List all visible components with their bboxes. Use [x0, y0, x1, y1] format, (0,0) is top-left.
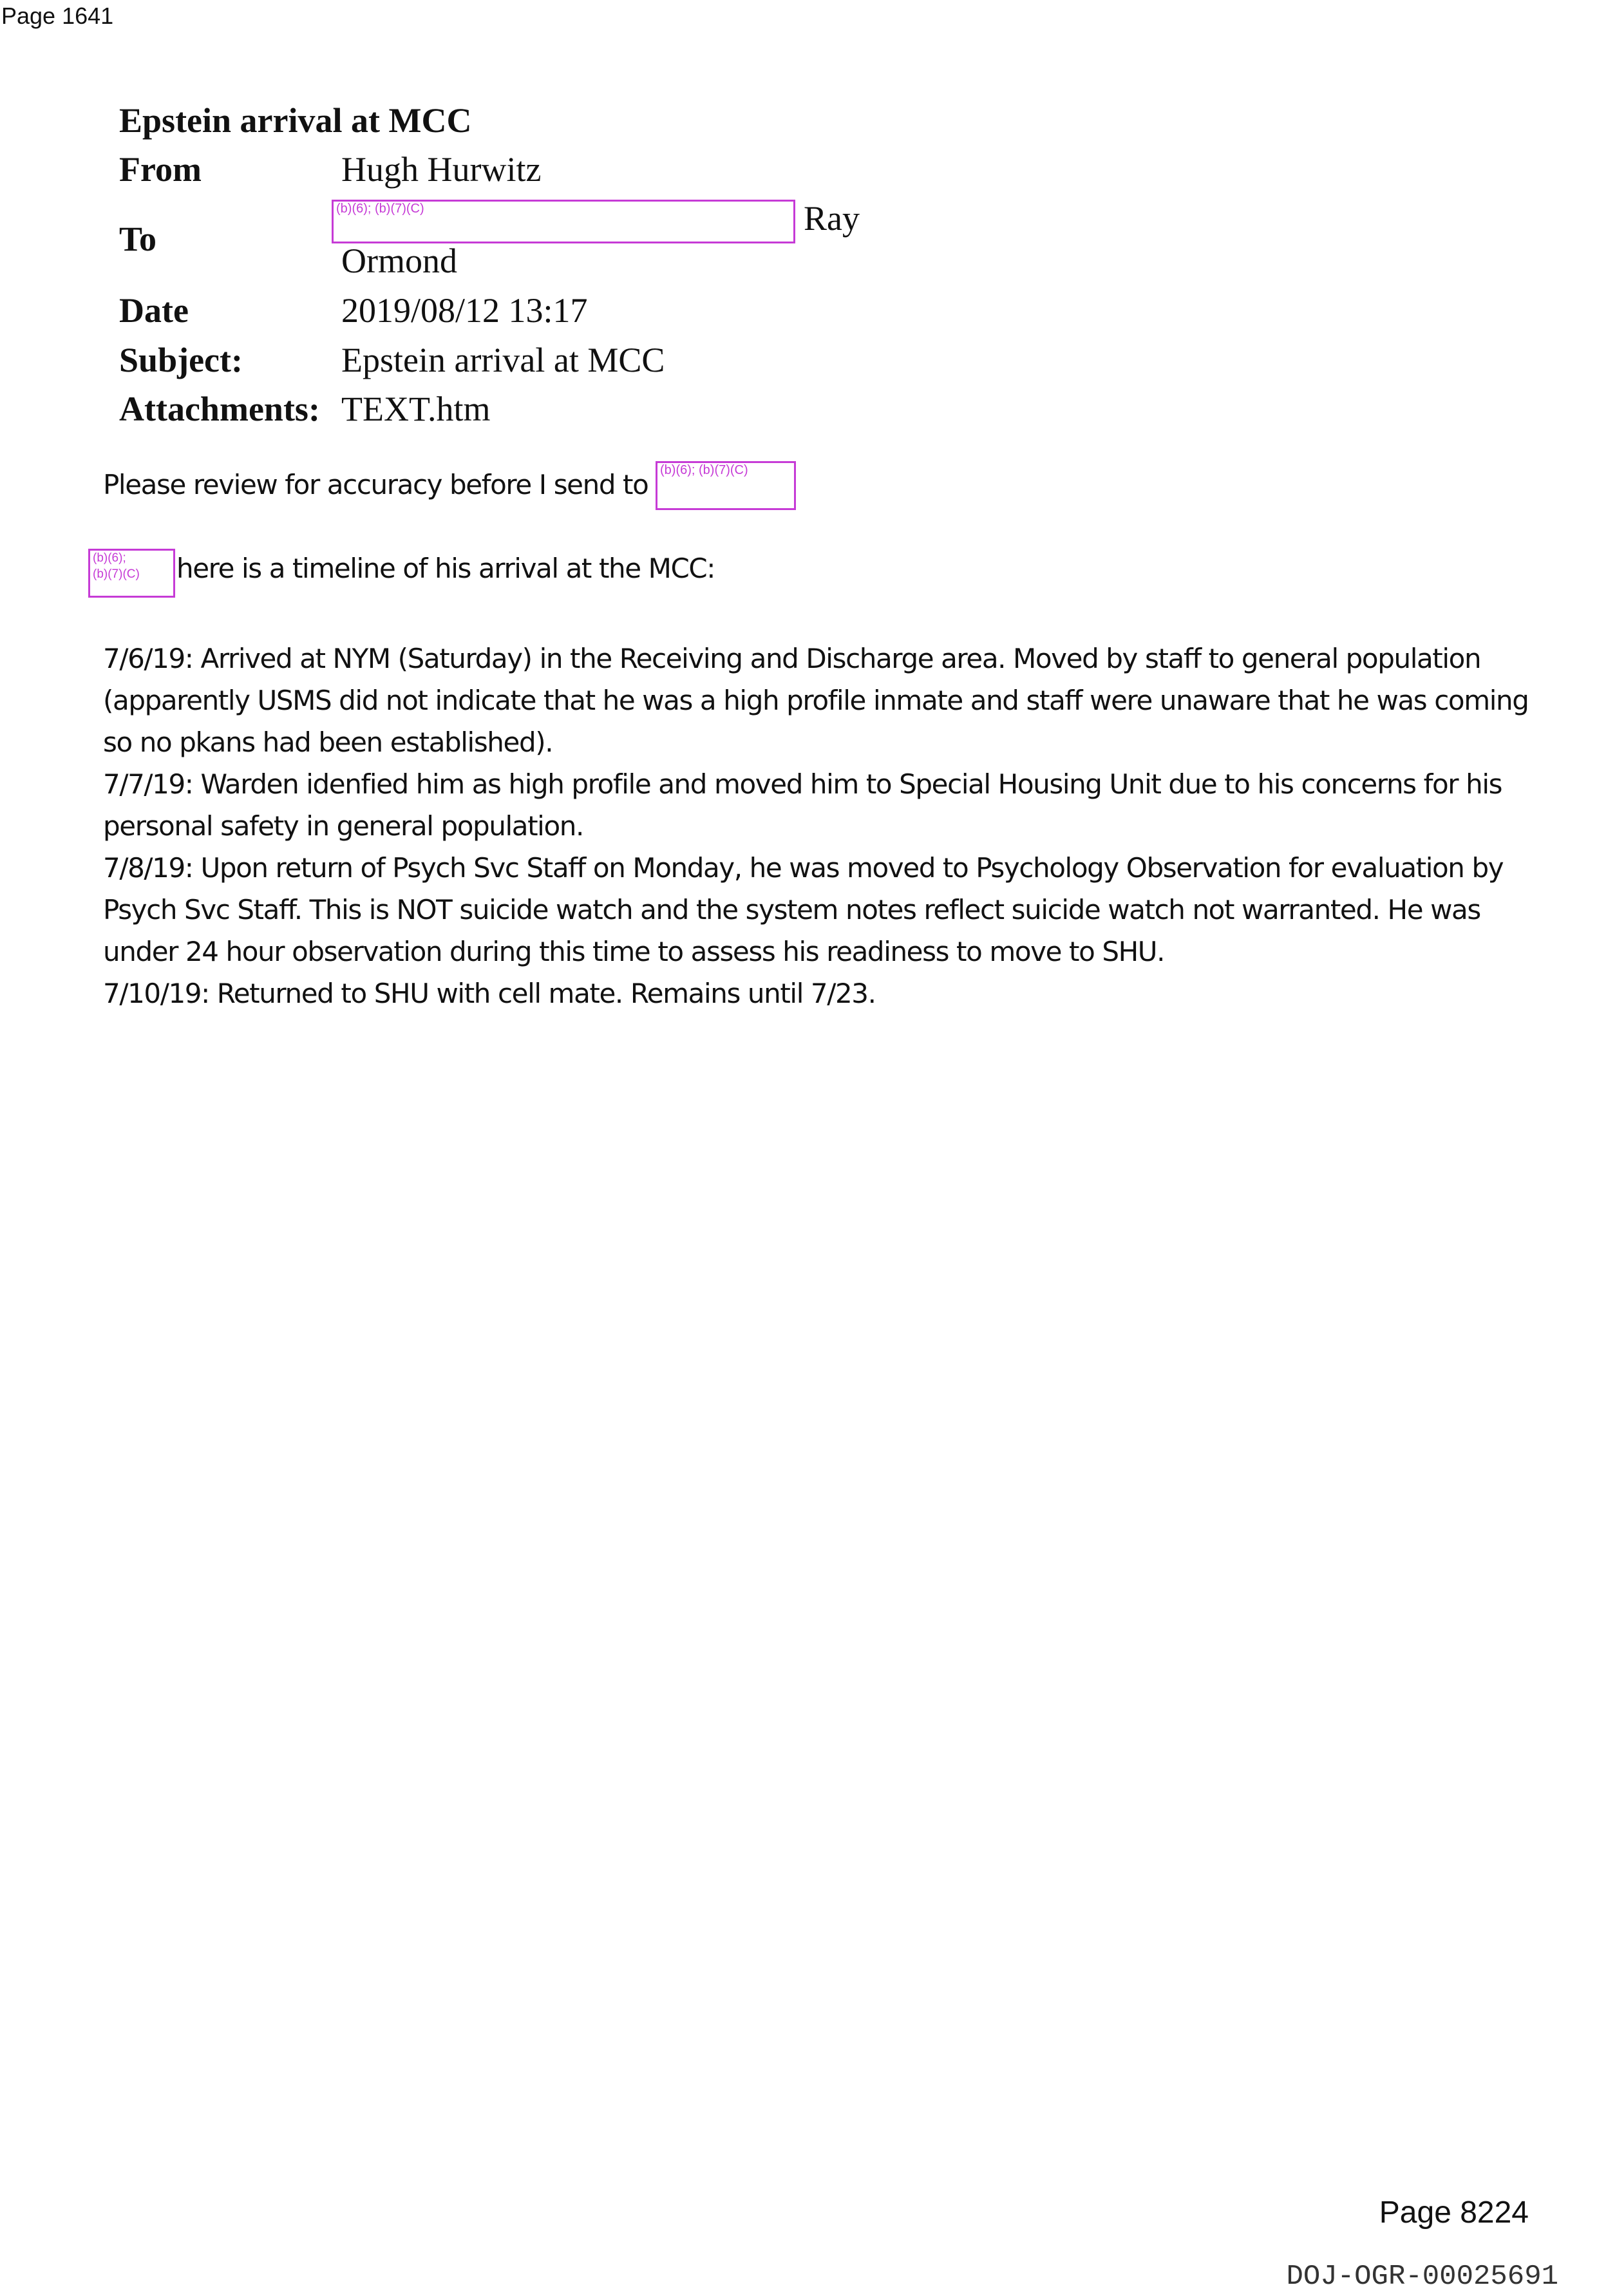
greeting-redaction-line-a: (b)(6); [93, 551, 126, 565]
subject-value: Epstein arrival at MCC [341, 341, 665, 379]
to-redaction-box: (b)(6); (b)(7)(C) [332, 200, 795, 243]
timeline-entry: 7/7/19: Warden idenfied him as high profile and moved him to Special Housing Unit due to his concerns for his personal safety in general population. [103, 768, 1502, 842]
greeting-redaction-box [88, 549, 175, 598]
to-value-ormond: Ormond [341, 242, 457, 280]
timeline [103, 638, 1533, 1014]
timeline-entry: 7/10/19: Returned to SHU with cell mate. Remains until 7/23. [103, 978, 876, 1009]
page-number-top: Page 1641 [1, 3, 114, 29]
attachments-label: Attachments: [119, 390, 320, 428]
greeting-redaction-line-b: (b)(7)(C) [93, 567, 140, 581]
to-label: To [119, 220, 157, 258]
to-value-ray: Ray [804, 199, 860, 238]
attachments-value: TEXT.htm [341, 390, 491, 428]
from-label: From [119, 150, 202, 189]
bates-number: DOJ-OGR-00025691 [1286, 2261, 1558, 2293]
email-title: Epstein arrival at MCC [119, 101, 472, 140]
timeline-entry: 7/8/19: Upon return of Psych Svc Staff on Monday, he was moved to Psychology Observation for evaluation by Psych Svc Staff. This is NOT suicide watch and the system notes reflect suicide watch not warranted. He was under 24 hour observation during this time to assess his readiness to move to SHU. [103, 852, 1504, 967]
review-redaction-box: (b)(6); (b)(7)(C) [656, 461, 796, 510]
date-value: 2019/08/12 13:17 [341, 291, 588, 330]
from-value: Hugh Hurwitz [341, 150, 542, 189]
page-number-bottom: Page 8224 [1379, 2196, 1529, 2230]
date-label: Date [119, 291, 189, 330]
timeline-entry: 7/6/19: Arrived at NYM (Saturday) in the Receiving and Discharge area. Moved by staff to general population (apparently USMS did not indicate that he was a high profile inmate and staff were unaware that he was coming so no pkans had been established). [103, 643, 1529, 758]
review-line: Please review for accuracy before I send to [103, 469, 648, 500]
subject-label: Subject: [119, 341, 243, 379]
timeline-intro: here is a timeline of his arrival at the MCC: [176, 553, 715, 584]
